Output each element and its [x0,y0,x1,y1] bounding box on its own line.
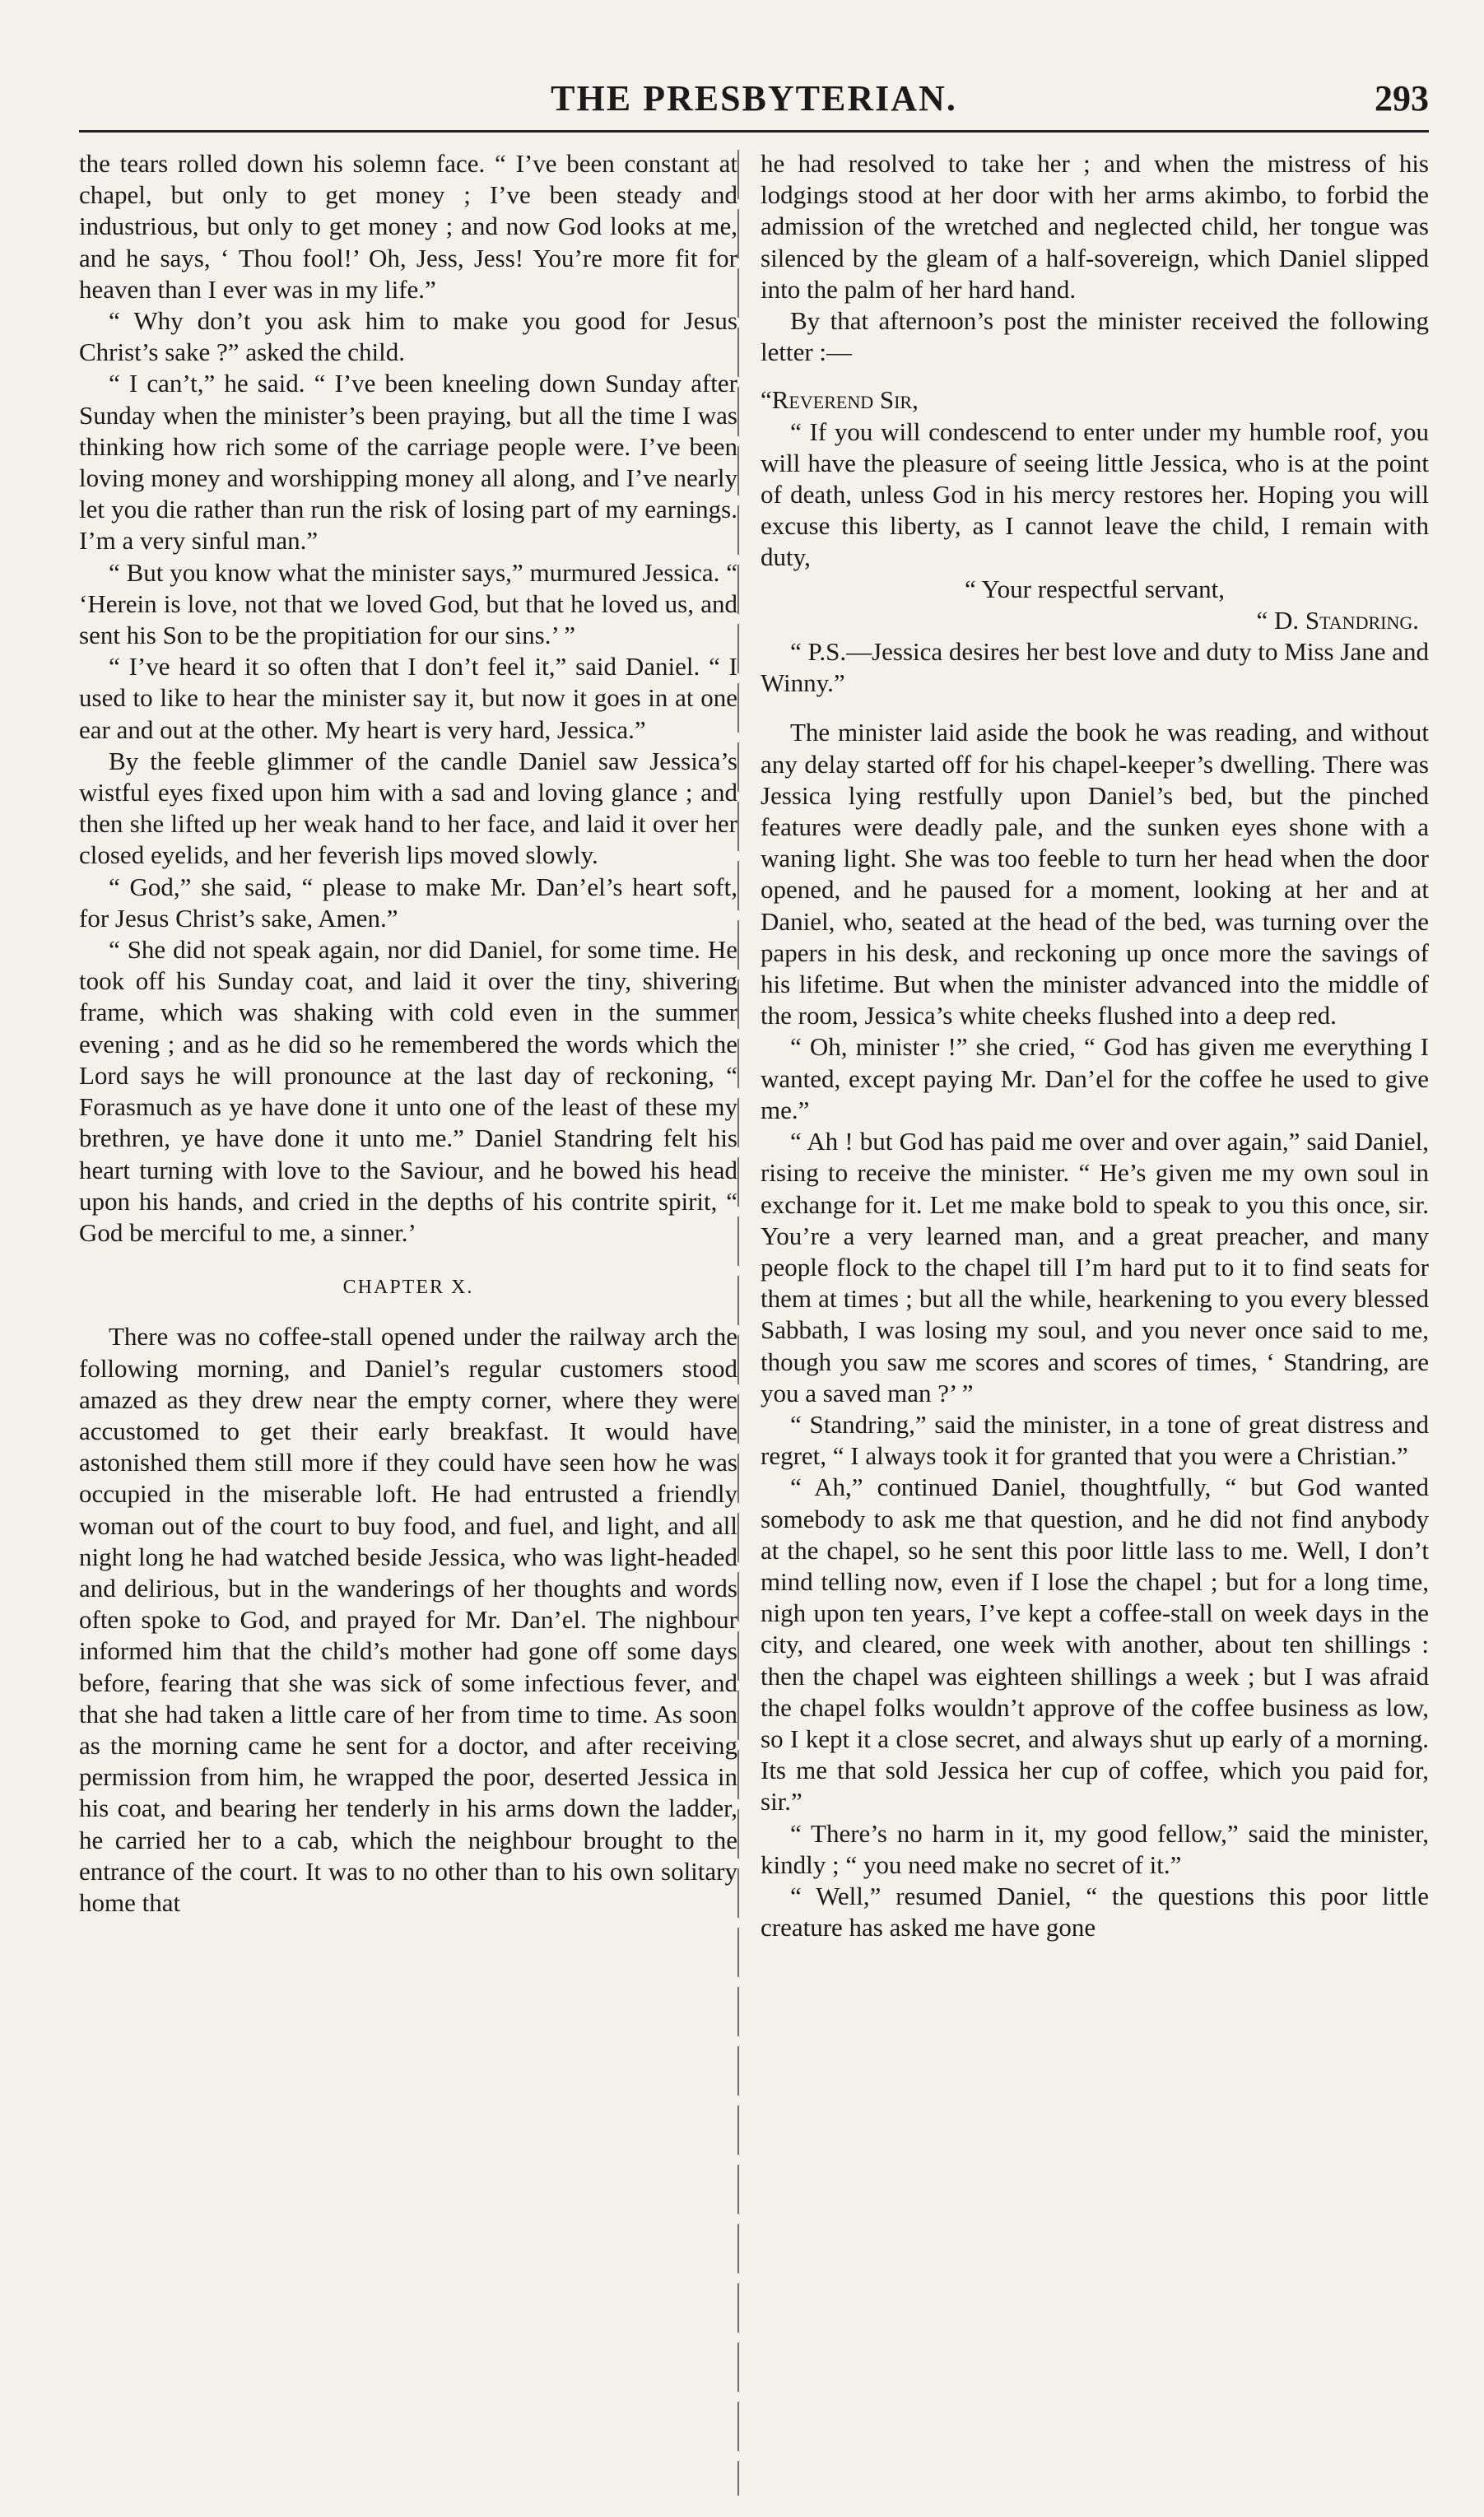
page-header [79,77,1429,127]
paragraph: “ Well,” resumed Daniel, “ the questions this poor little creature has asked me have gone [761,1881,1429,1942]
left-column [79,148,737,1919]
paragraph: “ God,” she said, “ please to make Mr. Dan’el’s heart soft, for Jesus Christ’s sake, Amen.” [79,872,737,933]
paragraph: By that afternoon’s post the minister received the following letter :— [761,306,1429,367]
paragraph: “ Ah ! but God has paid me over and over again,” said Daniel, rising to receive the minister. “ He’s given me my own soul in exchange for it. Let me make bold to speak to you this once, sir. You’re a very learned man, and a great preacher, and many people flock to the chapel till I’m hard put to it to find seats for them at times ; but all the while, hearkening to you every blessed Sabbath, I was losing my soul, and you never once said to me, though you saw me scores and scores of times, ‘ Standring, are you a saved man ?’ ” [761,1127,1429,1407]
paragraph: There was no coffee-stall opened under the railway arch the following morning, and Daniel’s regular customers stood amazed as they drew near the empty corner, where they were accustomed to get their early breakfast. It would have astonished them still more if they could have seen how he was occupied in the miserable loft. He had entrusted a friendly woman out of the court to buy food, and fuel, and light, and all night long he had watched beside Jessica, who was light-headed and delirious, but in the wanderings of her thoughts and words often spoke to God, and prayed for Mr. Dan’el. The nighbour informed him that the child’s mother had gone off some days before, fearing that she was sick of some infectious fever, and that she had taken a little care of her from time to time. As soon as the morning came he sent for a doctor, and after receiving permission from him, he wrapped the poor, deserted Jessica in his coat, and bearing her tenderly in his arms down the ladder, he carried her to a cab, which the neighbour brought to the entrance of the court. It was to no other than to his own solitary home that [79,1322,737,1917]
letter-signature: “ D. Standring. [1256,605,1419,635]
paragraph: “ There’s no harm in it, my good fellow,” said the minister, kindly ; “ you need make no secret of it.” [761,1818,1429,1879]
chapter-heading: CHAPTER X. [342,1277,474,1299]
letter-closing: “ Your respectful servant, [965,574,1225,603]
paragraph: “ But you know what the minister says,” murmured Jessica. “ ‘Herein is love, not that we loved God, but that he loved us, and sent his Son to be the propitiation for our sins.’ ” [79,557,737,650]
letter-body: “ If you will condescend to enter under my humble roof, you will have the pleasure of seeing little Jessica, who is at the point of death, unless God in his mercy restores her. Hoping you will excuse this liberty, as I cannot leave the child, I remain with duty, [761,416,1429,572]
header-rule [79,130,1429,133]
paragraph: “ She did not speak again, nor did Daniel, for some time. He took off his Sunday coat, and laid it over the tiny, shivering frame, which was shaking with cold even in the summer evening ; and as he did so he remembered the words which the Lord says he will pronounce at the last day of reckoning, “ Forasmuch as ye have done it unto one of the least of these my brethren, ye have done it unto me.” Daniel Standring felt his heart turning with love to the Saviour, and he bowed his head upon his hands, and cried in the depths of his contrite spirit, “ God be merciful to me, a sinner.’ [79,935,737,1247]
letter-salutation: “Reverend Sir, [761,385,919,415]
right-column [761,148,1429,1943]
paragraph: “ I can’t,” he said. “ I’ve been kneeling down Sunday after Sunday when the minister’s been praying, but all the time I was thinking how rich some of the carriage people were. I’ve been loving money and worshipping money all along, and I’ve nearly let you die rather than run the risk of losing part of my earnings. I’m a very sinful man.” [79,369,737,556]
paragraph: “ Oh, minister !” she cried, “ God has given me everything I wanted, except paying Mr. Dan’el for the coffee he used to give me.” [761,1032,1429,1124]
paragraph: he had resolved to take her ; and when the mistress of his lodgings stood at her door with her arms akimbo, to forbid the admission of the wretched and neglected child, her tongue was silenced by the gleam of a half-sovereign, which Daniel slipped into the palm of her hard hand. [761,149,1429,304]
letter-postscript: “ P.S.—Jessica desires her best love and duty to Miss Jane and Winny.” [761,637,1429,698]
column-divider [737,150,739,2496]
paragraph: the tears rolled down his solemn face. “ I’ve been constant at chapel, but only to get money ; I’ve been steady and industrious, but only to get money ; and now God looks at me, and he says, ‘ Thou fool!’ Oh, Jess, Jess! You’re more fit for heaven than I ever was in my life.” [79,149,737,304]
paragraph: The minister laid aside the book he was reading, and without any delay started off for his chapel-keeper’s dwelling. There was Jessica lying restfully upon Daniel’s bed, but the pinched features were deadly pale, and the sunken eyes shone with a waning light. She was too feeble to turn her head when the door opened, and he paused for a moment, looking at her and at Daniel, who, seated at the head of the bed, was turning over the papers in his desk, and reckoning up once more the savings of his lifetime. But when the minister advanced into the middle of the room, Jessica’s white cheeks flushed into a deep red. [761,718,1429,1031]
running-title: THE PRESBYTERIAN. [551,78,957,119]
paragraph: “ Ah,” continued Daniel, thoughtfully, “ but God wanted somebody to ask me that question, and he did not find anybody at the chapel, so he sent this poor little lass to me. Well, I don’t mind telling now, even if I lose the chapel ; but for a long time, nigh upon ten years, I’ve kept a coffee-stall on week days in the city, and cleared, one week with another, about ten shillings : then the chapel was eighteen shillings a week ; but I was afraid the chapel folks wouldn’t approve of the coffee business as low, so I kept it a close secret, and always shut up early of a morning. Its me that sold Jessica her cup of coffee, which you paid for, sir.” [761,1473,1429,1817]
page-number: 293 [1375,78,1429,119]
paragraph: “ Standring,” said the minister, in a tone of great distress and regret, “ I always took it for granted that you were a Christian.” [761,1409,1429,1471]
paragraph: By the feeble glimmer of the candle Daniel saw Jessica’s wistful eyes fixed upon him with a sad and loving glance ; and then she lifted up her weak hand to her face, and laid it over her closed eyelids, and her feverish lips moved slowly. [79,746,737,870]
paragraph: “ Why don’t you ask him to make you good for Jesus Christ’s sake ?” asked the child. [79,306,737,367]
paragraph: “ I’ve heard it so often that I don’t feel it,” said Daniel. “ I used to like to hear the minister say it, but now it goes in at one ear and out at the other. My heart is very hard, Jessica.” [79,652,737,744]
